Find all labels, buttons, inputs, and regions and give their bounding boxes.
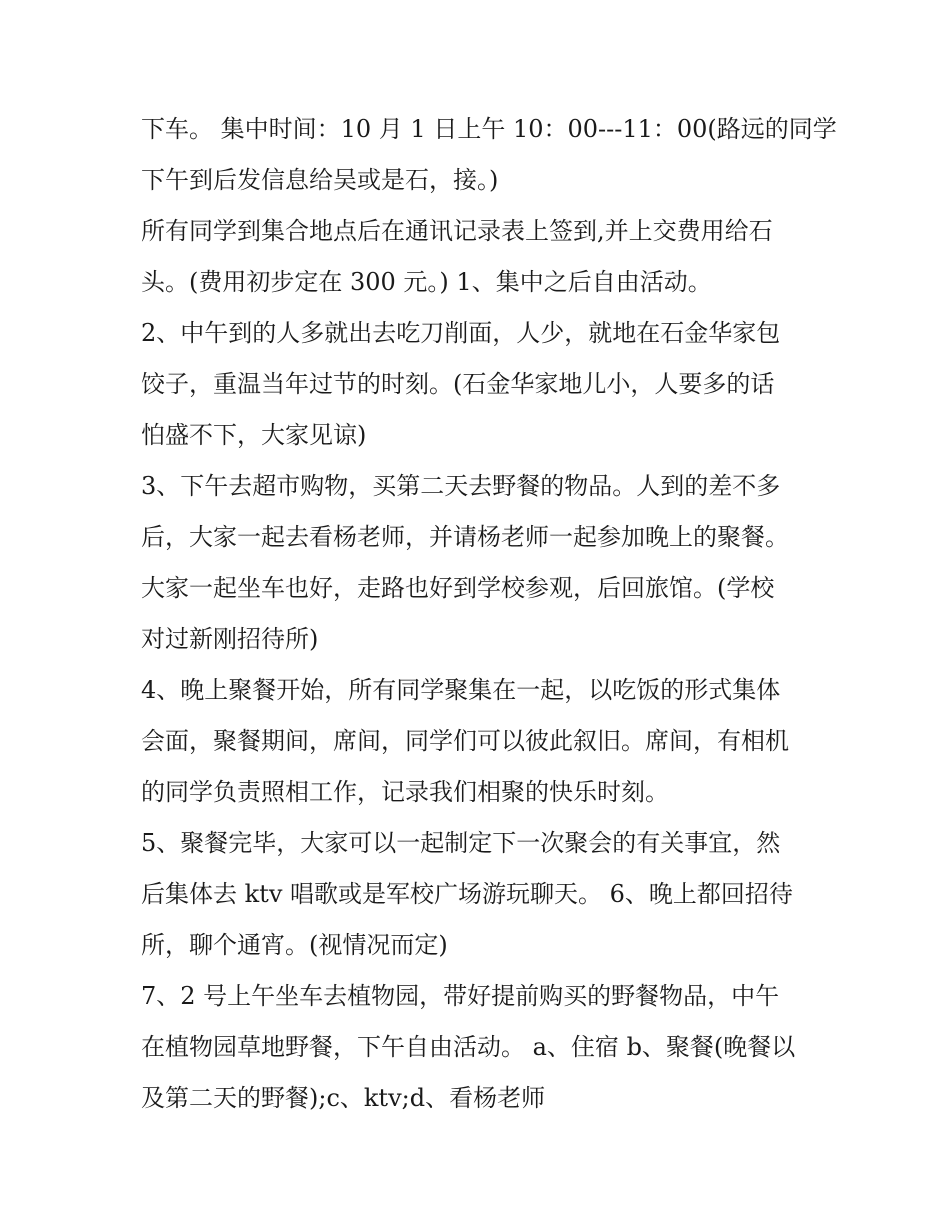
text-line-3: 所有同学到集合地点后在通讯记录表上签到,并上交费用给石 <box>141 217 773 245</box>
text-line-13: 会面，聚餐期间，席间，同学们可以彼此叙旧。席间，有相机 <box>141 727 789 755</box>
text-line-10: 大家一起坐车也好，走路也好到学校参观，后回旅馆。(学校 <box>141 574 775 602</box>
text-line-15: 5、聚餐完毕，大家可以一起制定下一次聚会的有关事宜，然 <box>141 829 781 857</box>
text-line-14: 的同学负责照相工作，记录我们相聚的快乐时刻。 <box>141 778 669 806</box>
text-line-17: 所，聊个通宵。(视情况而定) <box>141 931 448 959</box>
text-line-7: 怕盛不下，大家见谅) <box>141 421 367 449</box>
text-line-16: 后集体去 ktv 唱歌或是军校广场游玩聊天。 6、晚上都回招待 <box>141 880 793 908</box>
text-line-4: 头。(费用初步定在 300 元。) 1、集中之后自由活动。 <box>141 268 712 296</box>
document-body <box>141 104 837 1124</box>
text-line-12: 4、晚上聚餐开始，所有同学聚集在一起，以吃饭的形式集体 <box>141 676 781 704</box>
text-line-5: 2、中午到的人多就出去吃刀削面，人少，就地在石金华家包 <box>141 319 781 347</box>
text-line-6: 饺子，重温当年过节的时刻。(石金华家地儿小，人要多的话 <box>141 370 775 398</box>
text-line-11: 对过新刚招待所) <box>141 625 319 653</box>
text-line-20: 及第二天的野餐);c、ktv;d、看杨老师 <box>141 1084 546 1112</box>
text-line-2: 下午到后发信息给吴或是石，接。) <box>141 166 499 194</box>
text-line-8: 3、下午去超市购物，买第二天去野餐的物品。人到的差不多 <box>141 472 781 500</box>
text-line-18: 7、2 号上午坐车去植物园，带好提前购买的野餐物品，中午 <box>141 982 780 1010</box>
text-line-19: 在植物园草地野餐，下午自由活动。 a、住宿 b、聚餐(晚餐以 <box>141 1033 796 1061</box>
text-line-1: 下车。 集中时间：10 月 1 日上午 10：00---11：00(路远的同学 <box>141 115 837 143</box>
text-line-9: 后，大家一起去看杨老师，并请杨老师一起参加晚上的聚餐。 <box>141 523 789 551</box>
